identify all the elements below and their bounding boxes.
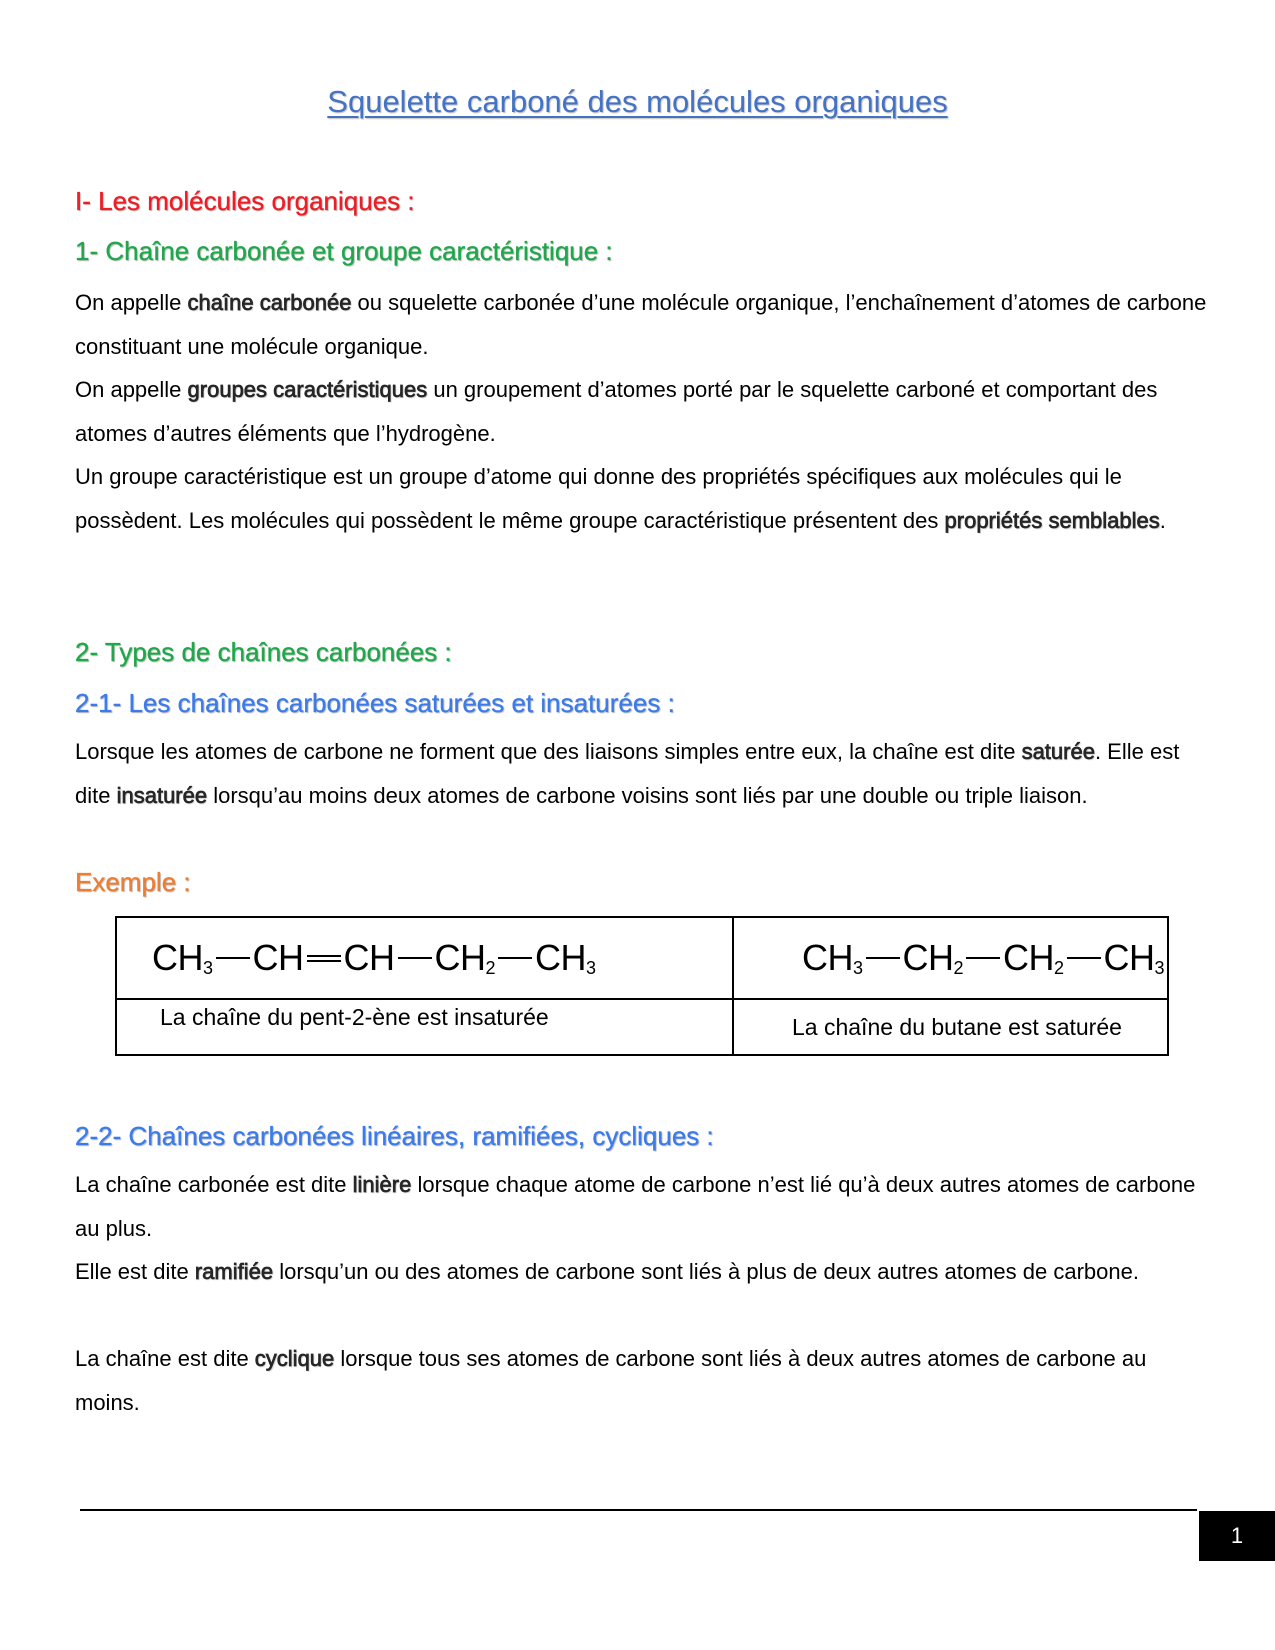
formula-group: $CH_2$ bbox=[902, 937, 964, 978]
subsection-heading-saturees-insaturees: 2-1- Les chaînes carbonées saturées et insaturées : bbox=[75, 688, 675, 718]
caption-pent-2-ene: La chaîne du pent-2-ène est insaturée bbox=[116, 999, 733, 1055]
formula-group: CH bbox=[343, 937, 395, 978]
example-label: Exemple : bbox=[75, 867, 191, 897]
formula-group: $CH_3$ bbox=[802, 937, 863, 978]
keyword-ramifiee: ramifiée bbox=[194, 1259, 274, 1284]
section-heading-molecules: I- Les molécules organiques : bbox=[75, 186, 415, 216]
formula-group: $CH_3$ bbox=[1103, 937, 1165, 978]
keyword-insaturee: insaturée bbox=[116, 782, 208, 808]
single-bond bbox=[1067, 957, 1101, 959]
subsection-heading-types-chaines: 2- Types de chaînes carbonées : bbox=[75, 637, 452, 667]
keyword-chaine-carbonee: chaîne carbonée bbox=[187, 290, 352, 315]
subsection-heading-chaine-groupe: 1- Chaîne carbonée et groupe caractéristique : bbox=[75, 236, 613, 266]
formula-group: $CH_2$ bbox=[1003, 937, 1064, 978]
keyword-groupes-caracteristiques: groupes caractéristiques bbox=[187, 377, 428, 402]
keyword-proprietes-semblables: propriétés semblables bbox=[944, 507, 1160, 533]
page-number: 1 bbox=[1199, 1511, 1275, 1561]
caption-butane: La chaîne du butane est saturée bbox=[733, 999, 1168, 1055]
footer-rule bbox=[80, 1509, 1197, 1511]
single-bond bbox=[498, 957, 532, 959]
formula-group: $CH_3$ bbox=[152, 937, 213, 978]
keyword-liniere: linière bbox=[352, 1172, 412, 1197]
paragraph-cyclique: La chaîne est dite cyclique lorsque tous ses atomes de carbone sont liés à deux autres atomes de carbone au moins. bbox=[75, 1346, 1147, 1415]
double-bond bbox=[307, 955, 341, 962]
document-title: Squelette carboné des molécules organiques bbox=[327, 84, 948, 119]
paragraph-saturee-insaturee: Lorsque les atomes de carbone ne forment que des liaisons simples entre eux, la chaîne est dite saturée. Elle est dite insaturée lorsqu’au moins deux atomes de carbone voisins sont liés par une double ou triple liaison. bbox=[75, 739, 1180, 808]
formula-butane bbox=[733, 917, 1168, 999]
keyword-saturee: saturée bbox=[1021, 739, 1095, 764]
formula-pent-2-ene bbox=[116, 917, 733, 999]
example-table bbox=[115, 916, 1169, 1056]
formula-group: $CH_2$ bbox=[434, 937, 496, 978]
paragraph-lineaire: La chaîne carbonée est dite linière lorsque chaque atome de carbone n’est lié qu’à deux autres atomes de carbone au plus. bbox=[75, 1172, 1196, 1241]
paragraph-chaine-carbonee: On appelle chaîne carbonée ou squelette carbonée d’une molécule organique, l’enchaînement d’atomes de carbone constituant une molécule organique. bbox=[75, 290, 1207, 359]
formula-group: $CH_3$ bbox=[535, 937, 596, 978]
paragraph-groupe-proprietes: Un groupe caractéristique est un groupe d’atome qui donne des propriétés spécifiques aux molécules qui le possèdent. Les molécules qui possèdent le même groupe caractéristique présentent des propriétés semblables. bbox=[75, 464, 1166, 533]
single-bond bbox=[866, 957, 900, 959]
formula-group: CH bbox=[252, 937, 304, 978]
single-bond bbox=[216, 957, 250, 959]
paragraph-groupes-caracteristiques: On appelle groupes caractéristiques un groupement d’atomes porté par le squelette carboné et comportant des atomes d’autres éléments que l’hydrogène. bbox=[75, 377, 1158, 446]
subsection-heading-lineaires-ramifiees: 2-2- Chaînes carbonées linéaires, ramifiées, cycliques : bbox=[75, 1121, 714, 1151]
single-bond bbox=[966, 957, 1000, 959]
keyword-cyclique: cyclique bbox=[254, 1346, 335, 1371]
single-bond bbox=[398, 957, 432, 959]
paragraph-ramifiee: Elle est dite ramifiée lorsqu’un ou des atomes de carbone sont liés à plus de deux autres atomes de carbone. bbox=[75, 1259, 1139, 1284]
